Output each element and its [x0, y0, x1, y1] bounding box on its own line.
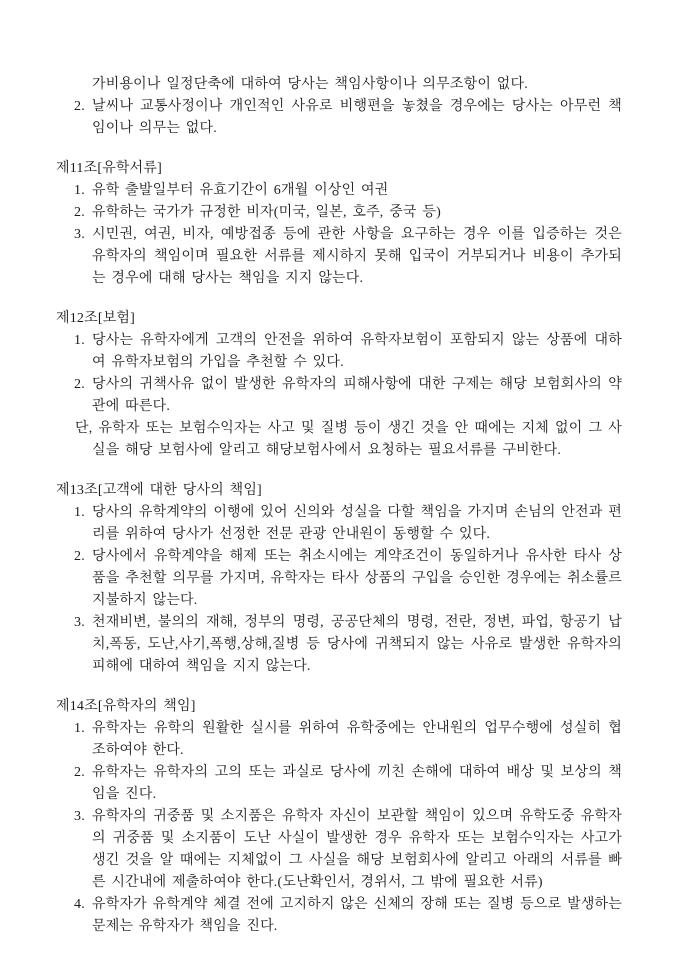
- clause-note: 단, 유학자 또는 보험수익자는 사고 및 질병 등이 생긴 것을 안 때에는 지체 없이 그 사실을 해당 보험사에 알리고 해당보험사에서 요청하는 필요서류를 구비한다.: [75, 421, 622, 458]
- item-number: 1.: [74, 333, 85, 348]
- section-article-14: [56, 696, 622, 938]
- item-number: 3.: [74, 227, 85, 242]
- clause-item: [56, 894, 622, 938]
- item-text: 당사는 유학자에게 고객의 안전을 위하여 유학자보험이 포함되지 않는 상품에 대하여 유학자보험의 가입을 추천할 수 있다.: [92, 333, 622, 370]
- section-title: 제13조[고객에 대한 당사의 책임]: [56, 483, 262, 498]
- item-number: 2.: [74, 377, 85, 392]
- item-text: 날씨나 교통사정이나 개인적인 사유로 비행편을 놓쳤을 경우에는 당사는 아무런 책임이나 의무는 없다.: [92, 99, 622, 136]
- item-number: 2.: [74, 205, 85, 220]
- clause-item: [56, 180, 622, 202]
- item-number: 2.: [74, 765, 85, 780]
- item-text: 유학하는 국가가 규정한 비자(미국, 일본, 호주, 중국 등): [92, 205, 441, 220]
- clause-item: [56, 202, 622, 224]
- clause-item: [56, 374, 622, 418]
- section-article-13: [56, 480, 622, 678]
- carryover-clause-block: [56, 74, 622, 140]
- item-number: 4.: [74, 897, 85, 912]
- clause-item: [56, 762, 622, 806]
- item-text: 유학자는 유학의 원활한 실시를 위하여 유학중에는 안내원의 업무수행에 성실히 협조하여야 한다.: [92, 721, 622, 758]
- item-number: 3.: [74, 809, 85, 824]
- clause-item: [56, 718, 622, 762]
- item-text: 유학 출발일부터 유효기간이 6개월 이상인 여권: [92, 183, 389, 198]
- item-text: 유학자의 귀중품 및 소지품은 유학자 자신이 보관할 책임이 있으며 유학도중 유학자의 귀중품 및 소지품이 도난 사실이 발생한 경우 유학자 또는 보험수익자는 사고가 생긴 것을 알 때에는 지체없이 그 사실을 해당 보험회사에 알리고 아래의 서류를 빠른 시간내에 제출하여야 한다.(도난확인서, 경위서, 그 밖에 필요한 서류): [92, 809, 622, 890]
- clause-item: [56, 96, 622, 140]
- item-text: 유학자가 유학계약 체결 전에 고지하지 않은 신체의 장해 또는 질병 등으로 발생하는 문제는 유학자가 책임을 진다.: [92, 897, 622, 934]
- clause-continuation-text: 가비용이나 일정단축에 대하여 당사는 책임사항이나 의무조항이 없다.: [92, 77, 528, 92]
- clause-item: [56, 806, 622, 894]
- section-title: 제12조[보험]: [56, 311, 136, 326]
- clause-item: [56, 330, 622, 374]
- item-text: 당사의 귀책사유 없이 발생한 유학자의 피해사항에 대한 구제는 해당 보험회사의 약관에 따른다.: [92, 377, 622, 414]
- item-text: 시민권, 여권, 비자, 예방접종 등에 관한 사항을 요구하는 경우 이를 입증하는 것은 유학자의 책임이며 필요한 서류를 제시하지 못해 입국이 거부되거나 비용이 추가되는 경우에 대해 당사는 책임을 지지 않는다.: [92, 227, 622, 286]
- item-number: 2.: [74, 99, 85, 114]
- item-number: 1.: [74, 721, 85, 736]
- clause-item: [56, 546, 622, 612]
- section-title: 제11조[유학서류]: [56, 161, 162, 176]
- section-article-11: [56, 158, 622, 290]
- item-text: 천재비변, 불의의 재해, 정부의 명령, 공공단체의 명령, 전란, 정변, 파업, 항공기 납치,폭동, 도난,사기,폭행,상해,질병 등 당사에 귀책되지 않는 사유로 발생한 유학자의 피해에 대하여 책임을 지지 않는다.: [92, 615, 622, 674]
- item-number: 3.: [74, 615, 85, 630]
- item-text: 유학자는 유학자의 고의 또는 과실로 당사에 끼친 손해에 대하여 배상 및 보상의 책임을 진다.: [92, 765, 622, 802]
- item-text: 당사에서 유학계약을 해제 또는 취소시에는 계약조건이 동일하거나 유사한 타사 상품을 추천할 의무를 가지며, 유학자는 타사 상품의 구입을 승인한 경우에는 취소률르 지불하지 않는다.: [92, 549, 622, 608]
- section-article-12: [56, 308, 622, 462]
- item-text: 당사의 유학계약의 이행에 있어 신의와 성실을 다할 책임을 가지며 손님의 안전과 편리를 위하여 당사가 선정한 전문 관광 안내원이 동행할 수 있다.: [92, 505, 622, 542]
- item-number: 1.: [74, 505, 85, 520]
- item-number: 2.: [74, 549, 85, 564]
- section-title: 제14조[유학자의 책임]: [56, 699, 196, 714]
- clause-item: [56, 502, 622, 546]
- contract-document-page: [56, 74, 622, 938]
- item-number: 1.: [74, 183, 85, 198]
- clause-item: [56, 612, 622, 678]
- clause-item: [56, 224, 622, 290]
